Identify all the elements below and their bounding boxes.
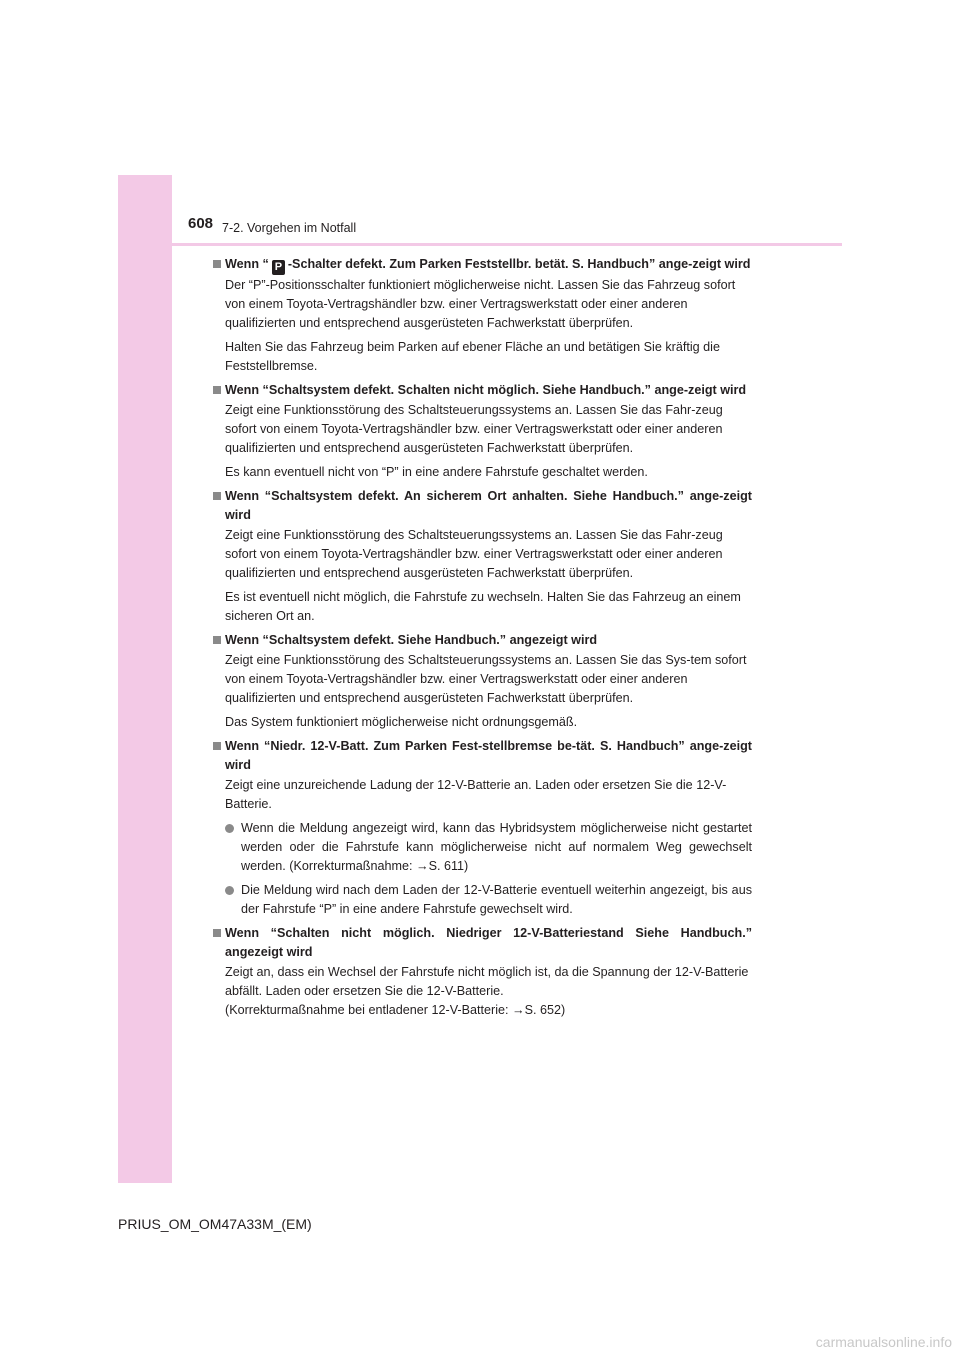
paragraph: Das System funktioniert möglicherweise nicht ordnungsgemäß. [225, 715, 578, 729]
paragraph: (Korrekturmaßnahme bei entladener 12-V-Batterie: →S. 652) [225, 1003, 566, 1017]
square-bullet-icon [213, 386, 221, 394]
paragraph: Zeigt eine Funktionsstörung des Schaltsteuerungssystems an. Lassen Sie das Fahr-zeug sofort von einem Toyota-Vertragshändler bzw. einer Vertragswerkstatt oder einer anderen qualifizierten und entsprechend ausgerüsteten Fachwerkstatt überprüfen. [225, 528, 723, 580]
page-number: 608 [188, 215, 214, 232]
page-content [212, 255, 752, 1025]
square-bullet-icon [213, 492, 221, 500]
header-rule [172, 243, 842, 246]
section-title: 7-2. Vorgehen im Notfall [222, 221, 357, 235]
section-heading: Wenn “Schalten nicht möglich. Niedriger 12-V-Batteriestand Siehe Handbuch.” angezeigt wird [212, 924, 752, 962]
paragraph: Zeigt eine unzureichende Ladung der 12-V-Batterie an. Laden oder ersetzen Sie die 12-V-Batterie. [225, 778, 727, 811]
round-bullet-icon [225, 886, 234, 895]
square-bullet-icon [213, 260, 221, 268]
bullet-item: Wenn die Meldung angezeigt wird, kann das Hybridsystem möglicherweise nicht gestartet werden oder die Fahrstufe kann möglicherweise nicht auf normalem Weg gewechselt werden. (Korrekturmaßnahme: →S. 611) [212, 819, 752, 876]
section-heading: Wenn “ P -Schalter defekt. Zum Parken Feststellbr. betät. S. Handbuch” ange-zeigt wird [212, 255, 752, 275]
message-section [212, 737, 752, 919]
paragraph: Der “P”-Positionsschalter funktioniert möglicherweise nicht. Lassen Sie das Fahrzeug sofort von einem Toyota-Vertragshändler bzw. einer Vertragswerkstatt oder einer anderen qualifizierten und entsprechend ausgerüsteten Fachwerkstatt überprüfen. [225, 278, 736, 330]
message-section [212, 487, 752, 626]
paragraph: Es kann eventuell nicht von “P” in eine andere Fahrstufe geschaltet werden. [225, 465, 648, 479]
message-section [212, 255, 752, 376]
paragraph: Halten Sie das Fahrzeug beim Parken auf ebener Fläche an und betätigen Sie kräftig die Feststellbremse. [225, 340, 720, 373]
section-heading: Wenn “Schaltsystem defekt. Schalten nicht möglich. Siehe Handbuch.” ange-zeigt wird [212, 381, 752, 400]
square-bullet-icon [213, 636, 221, 644]
paragraph: Zeigt eine Funktionsstörung des Schaltsteuerungssystems an. Lassen Sie das Sys-tem sofort von einem Toyota-Vertragshändler bzw. einer Vertragswerkstatt oder einer anderen qualifizierten und entsprechend ausgerüsteten Fachwerkstatt überprüfen. [225, 653, 747, 705]
square-bullet-icon [213, 742, 221, 750]
bullet-item: Die Meldung wird nach dem Laden der 12-V-Batterie eventuell weiterhin angezeigt, bis aus der Fahrstufe “P” in eine andere Fahrstufe gewechselt wird. [212, 881, 752, 919]
square-bullet-icon [213, 929, 221, 937]
section-heading: Wenn “Schaltsystem defekt. Siehe Handbuch.” angezeigt wird [212, 631, 752, 650]
round-bullet-icon [225, 824, 234, 833]
section-heading: Wenn “Schaltsystem defekt. An sicherem Ort anhalten. Siehe Handbuch.” ange-zeigt wird [212, 487, 752, 525]
paragraph: Zeigt an, dass ein Wechsel der Fahrstufe nicht möglich ist, da die Spannung der 12-V-Batterie abfällt. Laden oder ersetzen Sie die 12-V-Batterie. [225, 965, 749, 998]
paragraph: Es ist eventuell nicht möglich, die Fahrstufe zu wechseln. Halten Sie das Fahrzeug an einem sicheren Ort an. [225, 590, 741, 623]
parking-p-icon: P [272, 260, 285, 275]
paragraph: Zeigt eine Funktionsstörung des Schaltsteuerungssystems an. Lassen Sie das Fahr-zeug sofort von einem Toyota-Vertragshändler bzw. einer Vertragswerkstatt oder einer anderen qualifizierten und entsprechend ausgerüsteten Fachwerkstatt überprüfen. [225, 403, 723, 455]
section-heading: Wenn “Niedr. 12-V-Batt. Zum Parken Fest-stellbremse be-tät. S. Handbuch” ange-zeigt wird [212, 737, 752, 775]
message-section [212, 381, 752, 482]
message-section [212, 924, 752, 1020]
chapter-sidebar-tab [118, 175, 172, 1183]
document-code: PRIUS_OM_OM47A33M_(EM) [118, 1216, 312, 1232]
message-section [212, 631, 752, 732]
watermark: carmanualsonline.info [815, 1334, 952, 1350]
